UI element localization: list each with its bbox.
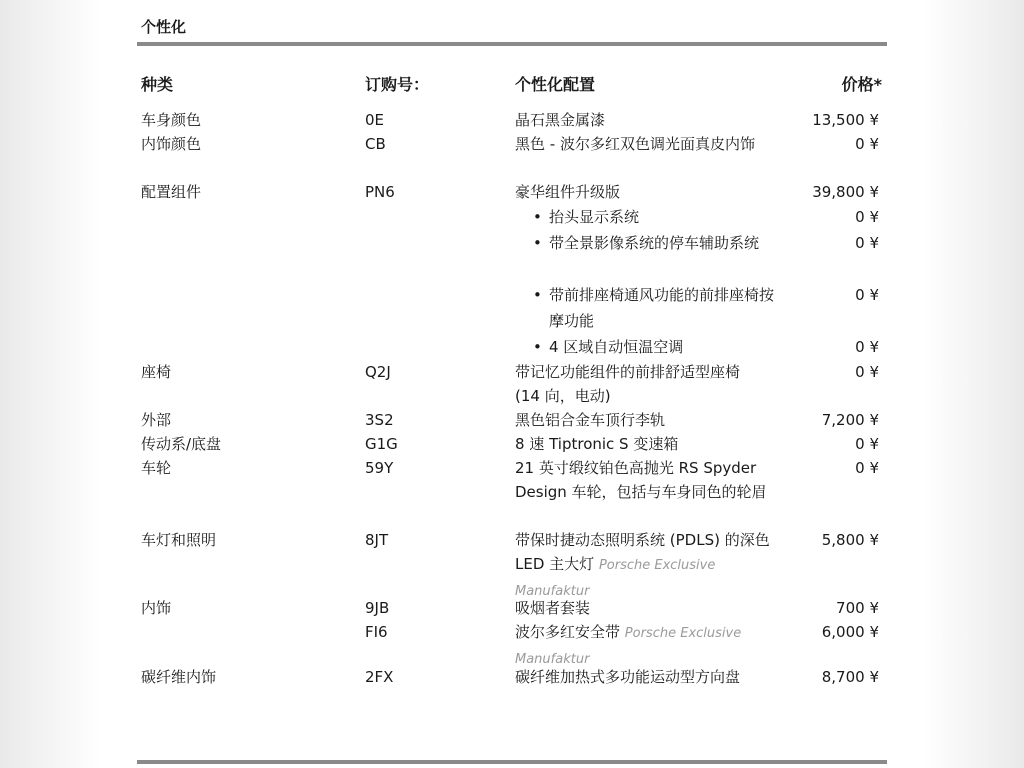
table-row [0,180,1024,204]
package-item-label [533,230,774,256]
table-row [0,456,1024,528]
row-config [515,432,773,456]
table-row [0,528,1024,599]
row-config-text: 带记忆功能组件的前排舒适型座椅 (14 向，电动) [515,363,741,405]
row-code: CB [365,135,386,153]
row-config-text: 碳纤维加热式多功能运动型方向盘 [515,668,741,686]
row-price: 0 ¥ [855,459,879,477]
row-price: 7,200 ¥ [821,411,879,429]
package-item-text: 带前排座椅通风功能的前排座椅按摩功能 [549,286,775,330]
row-category: 内饰 [141,599,172,617]
package-item-text: 4 区域自动恒温空调 [549,338,684,356]
package-item-label [533,334,774,360]
row-code: 8JT [365,531,389,549]
bullet-icon: • [533,234,542,252]
table-row [0,408,1024,432]
package-item [0,204,1024,230]
package-item-label [533,204,774,230]
table-row [0,108,1024,132]
row-code: PN6 [365,183,395,201]
bottom-divider [137,760,887,764]
row-code: 3S2 [365,411,394,429]
row-config-text: 黑色 - 波尔多红双色调光面真皮内饰 [515,135,755,153]
row-price: 6,000 ¥ [821,623,879,641]
row-config [515,665,760,689]
row-category: 外部 [141,411,172,429]
bullet-icon: • [533,286,542,304]
bullet-icon: • [533,208,542,226]
package-item-price: 0 ¥ [855,338,879,356]
row-code: 59Y [365,459,394,477]
package-item-text: 抬头显示系统 [549,208,640,226]
table-row [0,665,1024,713]
header-code: 订购号： [365,75,430,94]
section-title: 个性化 [141,18,187,36]
package-item [0,334,1024,360]
row-config-text: 晶石黑金属漆 [515,111,606,129]
package-item [0,282,1024,334]
row-config [515,360,763,408]
row-price: 0 ¥ [855,435,879,453]
table-row [0,596,1024,620]
table-row [0,132,1024,180]
row-price: 8,700 ¥ [821,668,879,686]
top-divider [137,42,887,46]
row-category: 座椅 [141,363,172,381]
table-row [0,360,1024,408]
package-item-text: 带全景影像系统的停车辅助系统 [549,234,760,252]
row-code: 2FX [365,668,394,686]
row-config [515,180,773,204]
row-code: G1G [365,435,398,453]
maker-note: Porsche Exclusive Manufaktur [515,558,716,599]
row-config [515,456,777,504]
row-config-text: 21 英寸缎纹铂色高抛光 RS Spyder Design 车轮，包括与车身同色的轮眉 [515,459,767,501]
row-code: FI6 [365,623,388,641]
row-config [515,528,777,604]
package-item-label [533,282,774,334]
row-config-text: 带保时捷动态照明系统 (PDLS) 的深色 LED 主大灯 [515,531,770,573]
row-config-text: 豪华组件升级版 [515,183,621,201]
row-category: 配置组件 [141,183,202,201]
row-price: 0 ¥ [855,363,879,381]
row-category: 车灯和照明 [141,531,217,549]
config-table [0,108,1024,713]
row-config [515,408,773,432]
package-item-price: 0 ¥ [855,208,879,226]
package-item-price: 0 ¥ [855,286,879,304]
row-price: 13,500 ¥ [812,111,879,129]
row-category: 车身颜色 [141,111,202,129]
row-config-text: 波尔多红安全带 [515,623,621,641]
package-item [0,230,1024,282]
package-item-price: 0 ¥ [855,234,879,252]
bullet-icon: • [533,338,542,356]
row-price: 700 ¥ [836,599,879,617]
row-config-text: 黑色铝合金车顶行李轨 [515,411,666,429]
header-category: 种类 [141,75,174,94]
row-category: 碳纤维内饰 [141,668,217,686]
row-category: 传动系/底盘 [141,435,222,453]
row-code: 9JB [365,599,390,617]
row-category: 车轮 [141,459,172,477]
header-price: 价格* [841,75,882,94]
table-row [0,620,1024,665]
header-config: 个性化配置 [515,75,596,94]
row-code: Q2J [365,363,391,381]
row-config [515,108,773,132]
maker-note: Porsche Exclusive Manufaktur [515,626,742,667]
row-price: 0 ¥ [855,135,879,153]
row-config-text: 吸烟者套装 [515,599,591,617]
row-price: 5,800 ¥ [821,531,879,549]
row-code: 0E [365,111,385,129]
row-config [515,596,773,620]
row-category: 内饰颜色 [141,135,202,153]
table-row [0,432,1024,456]
row-config-text: 8 速 Tiptronic S 变速箱 [515,435,679,453]
row-config [515,132,760,156]
row-price: 39,800 ¥ [812,183,879,201]
